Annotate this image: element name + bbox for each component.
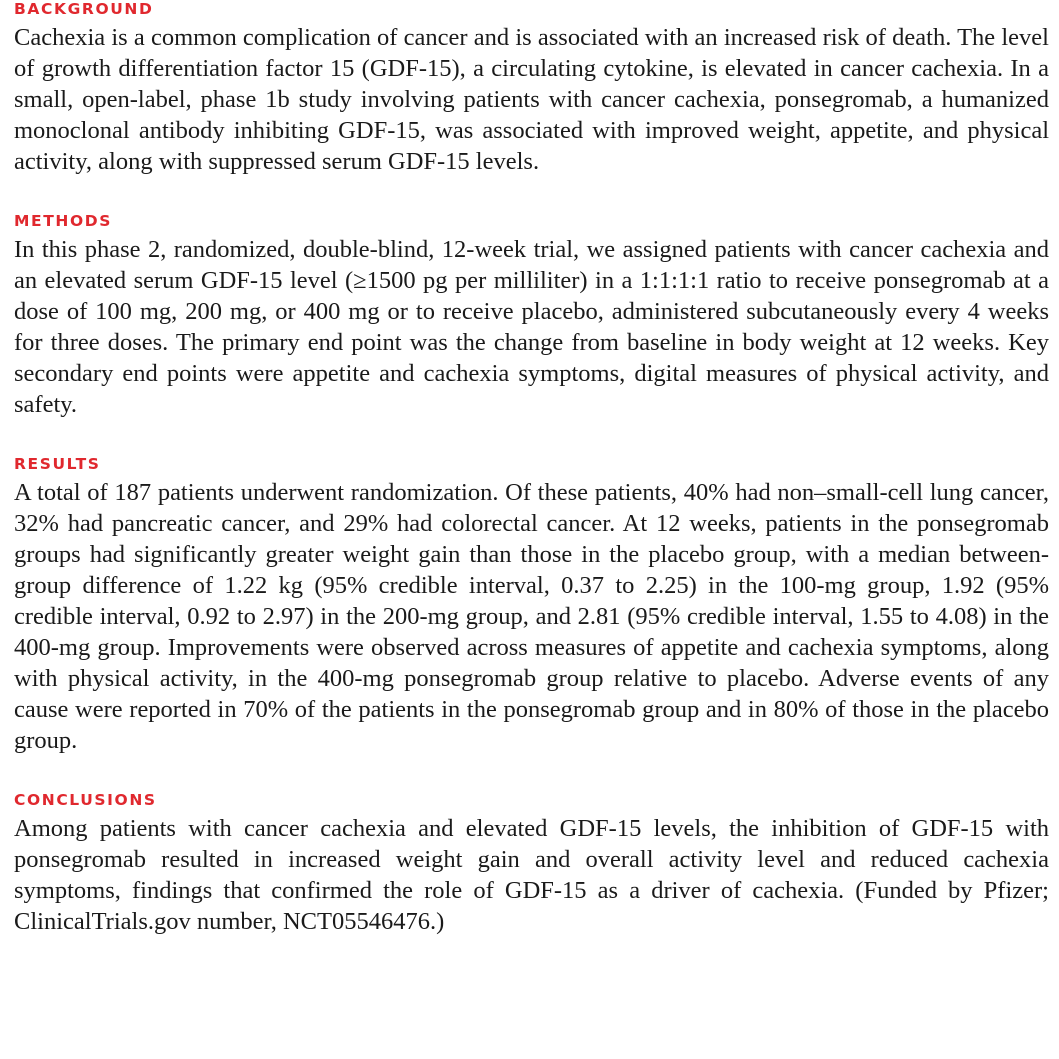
background-heading: BACKGROUND	[14, 0, 154, 18]
conclusions-text: Among patients with cancer cachexia and elevated GDF-15 levels, the inhibition of GDF-15 with ponsegromab resulted in increased weight gain and overall activity level and reduced cachexia symptoms, findings that confirmed the role of GDF-15 as a driver of cachexia. (Funded by Pfizer; ClinicalTrials.gov number, NCT05546476.)	[14, 815, 1049, 935]
background-section	[14, 0, 1049, 177]
results-section	[14, 455, 1049, 756]
background-text: Cachexia is a common complication of cancer and is associated with an increased risk of death. The level of growth differentiation factor 15 (GDF-15), a circulating cytokine, is elevated in cancer cachexia. In a small, open-label, phase 1b study involving patients with cancer cachexia, ponsegromab, a humanized monoclonal antibody inhibiting GDF-15, was associated with improved weight, appetite, and physical activity, along with suppressed serum GDF-15 levels.	[14, 24, 1049, 175]
methods-text: In this phase 2, randomized, double-blind, 12-week trial, we assigned patients with cancer cachexia and an elevated serum GDF-15 level (≥1500 pg per milliliter) in a 1:1:1:1 ratio to receive ponsegromab at a dose of 100 mg, 200 mg, or 400 mg or to receive placebo, administered subcutaneously every 4 weeks for three doses. The primary end point was the change from baseline in body weight at 12 weeks. Key secondary end points were appetite and cachexia symptoms, digital measures of physical activity, and safety.	[14, 236, 1049, 418]
conclusions-section	[14, 791, 1049, 937]
abstract	[14, 0, 1049, 937]
conclusions-heading: CONCLUSIONS	[14, 791, 157, 809]
methods-section	[14, 212, 1049, 420]
methods-heading: METHODS	[14, 212, 112, 230]
results-heading: RESULTS	[14, 455, 101, 473]
results-text: A total of 187 patients underwent randomization. Of these patients, 40% had non–small-cell lung cancer, 32% had pancreatic cancer, and 29% had colorectal cancer. At 12 weeks, patients in the ponsegromab groups had significantly greater weight gain than those in the placebo group, with a median between-group difference of 1.22 kg (95% credible interval, 0.37 to 2.25) in the 100-mg group, 1.92 (95% credible interval, 0.92 to 2.97) in the 200-mg group, and 2.81 (95% credible interval, 1.55 to 4.08) in the 400-mg group. Improvements were observed across measures of appetite and cachexia symptoms, along with physical activity, in the 400-mg ponsegromab group relative to placebo. Adverse events of any cause were reported in 70% of the patients in the ponsegromab group and in 80% of those in the placebo group.	[14, 479, 1049, 754]
